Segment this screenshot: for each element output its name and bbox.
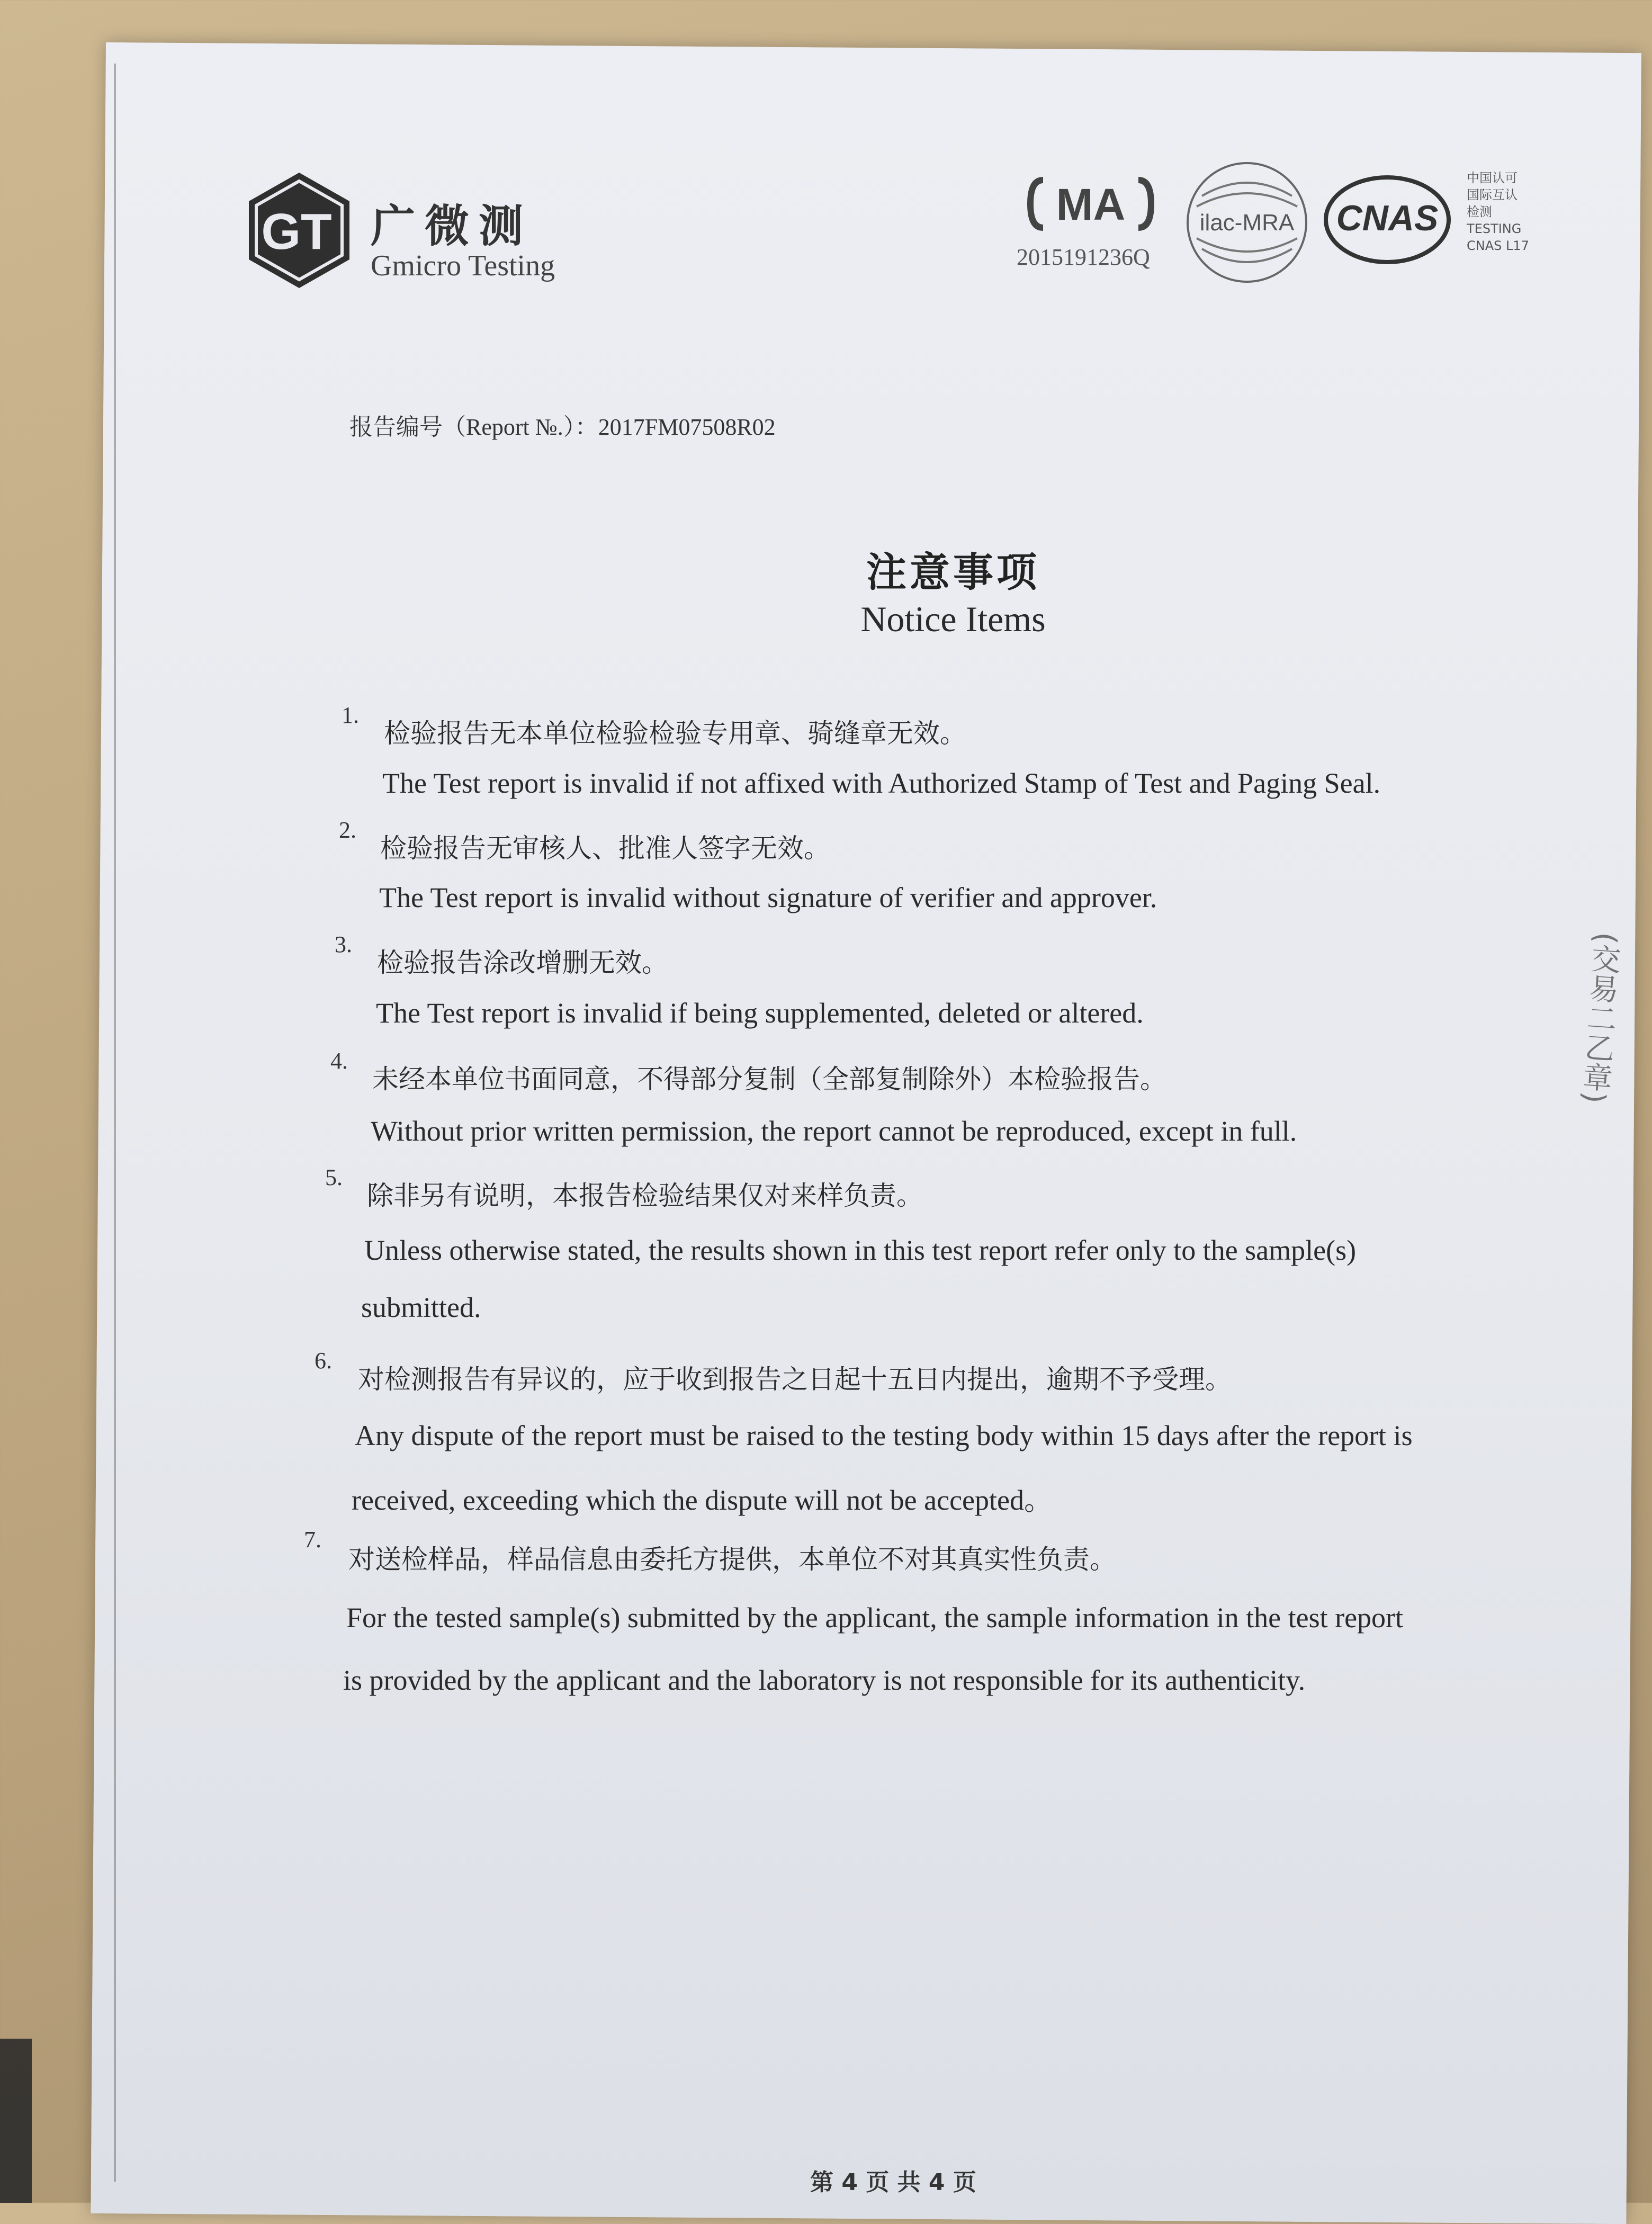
notice-number: 1.: [342, 702, 359, 728]
notice-number: 3.: [335, 931, 352, 957]
notice-text-cn: 对送检样品，样品信息由委托方提供，本单位不对其真实性负责。: [348, 1544, 1116, 1575]
cnas-accreditation-text: [1467, 169, 1567, 254]
ilac-mra-mark-icon: [1181, 159, 1313, 286]
notice-text-cn: 检验报告涂改增删无效。: [377, 947, 668, 978]
cnas-side-line: TESTING: [1467, 221, 1522, 236]
brand-name-en: Gmicro Testing: [371, 249, 555, 282]
cnas-mark-icon: [1324, 175, 1451, 265]
desk-shadow: [0, 2039, 32, 2203]
notice-number: 4.: [330, 1048, 348, 1074]
notice-text-en: received, exceeding which the dispute will not be accepted。: [352, 1484, 1053, 1516]
page-title-en: Notice Items: [860, 599, 1046, 639]
notice-number: 5.: [325, 1164, 343, 1190]
cma-number: 2015191236Q: [1017, 244, 1150, 270]
notice-number: 6.: [315, 1348, 332, 1374]
svg-text:MA: MA: [1056, 180, 1126, 229]
certification-marks: [1017, 159, 1567, 297]
notice-text-cn: 对检测报告有异议的，应于收到报告之日起十五日内提出，逾期不予受理。: [358, 1364, 1232, 1395]
notice-text-cn: 未经本单位书面同意，不得部分复制（全部复制除外）本检验报告。: [372, 1064, 1166, 1095]
notice-text-en: is provided by the applicant and the laboratory is not responsible for its authenticity.: [343, 1664, 1306, 1696]
notice-text-en: The Test report is invalid if being supplemented, deleted or altered.: [376, 997, 1144, 1029]
cnas-side-line: 中国认可: [1467, 171, 1518, 185]
notice-text-en: Unless otherwise stated, the results shown in this test report refer only to the sample(s): [364, 1234, 1357, 1266]
brand-name-cn: 广微测: [371, 200, 533, 252]
notice-text-en: The Test report is invalid without signature of verifier and approver.: [379, 882, 1157, 913]
notice-text-en: For the tested sample(s) submitted by the applicant, the sample information in the test report: [346, 1602, 1404, 1634]
gt-hexagon-logo-icon: [244, 169, 355, 291]
notice-text-en: submitted.: [361, 1292, 481, 1323]
svg-text:ilac-MRA: ilac-MRA: [1199, 210, 1295, 236]
margin-seal-mark: (交易二乙章): [1576, 931, 1623, 1105]
notice-text-en: The Test report is invalid if not affixed with Authorized Stamp of Test and Paging Seal.: [382, 767, 1381, 799]
page-number: 第 4 页 共 4 页: [810, 2169, 976, 2196]
notice-text-en: Without prior written permission, the report cannot be reproduced, except in full.: [371, 1115, 1297, 1147]
cnas-side-line: CNAS L17: [1467, 238, 1529, 253]
binding-edge-line: [114, 64, 116, 2182]
company-logo: [244, 169, 614, 297]
cnas-side-line: 国际互认: [1467, 187, 1518, 202]
notice-text-cn: 检验报告无本单位检验检验专用章、骑缝章无效。: [384, 718, 966, 749]
notice-text-cn: 除非另有说明，本报告检验结果仅对来样负责。: [367, 1180, 923, 1211]
cma-mark-icon: [1027, 175, 1154, 233]
report-number: 报告编号（Report №.）：2017FM07508R02: [349, 414, 776, 440]
page-title-cn: 注意事项: [866, 549, 1040, 596]
notice-text-en: Any dispute of the report must be raised to the testing body within 15 days after the report is: [355, 1420, 1413, 1451]
notice-number: 7.: [304, 1527, 321, 1553]
svg-text:CNAS: CNAS: [1336, 198, 1439, 238]
notice-number: 2.: [339, 817, 356, 843]
cnas-side-line: 检测: [1467, 204, 1492, 219]
svg-text:GT: GT: [261, 203, 332, 260]
notice-text-cn: 检验报告无审核人、批准人签字无效。: [380, 833, 830, 864]
